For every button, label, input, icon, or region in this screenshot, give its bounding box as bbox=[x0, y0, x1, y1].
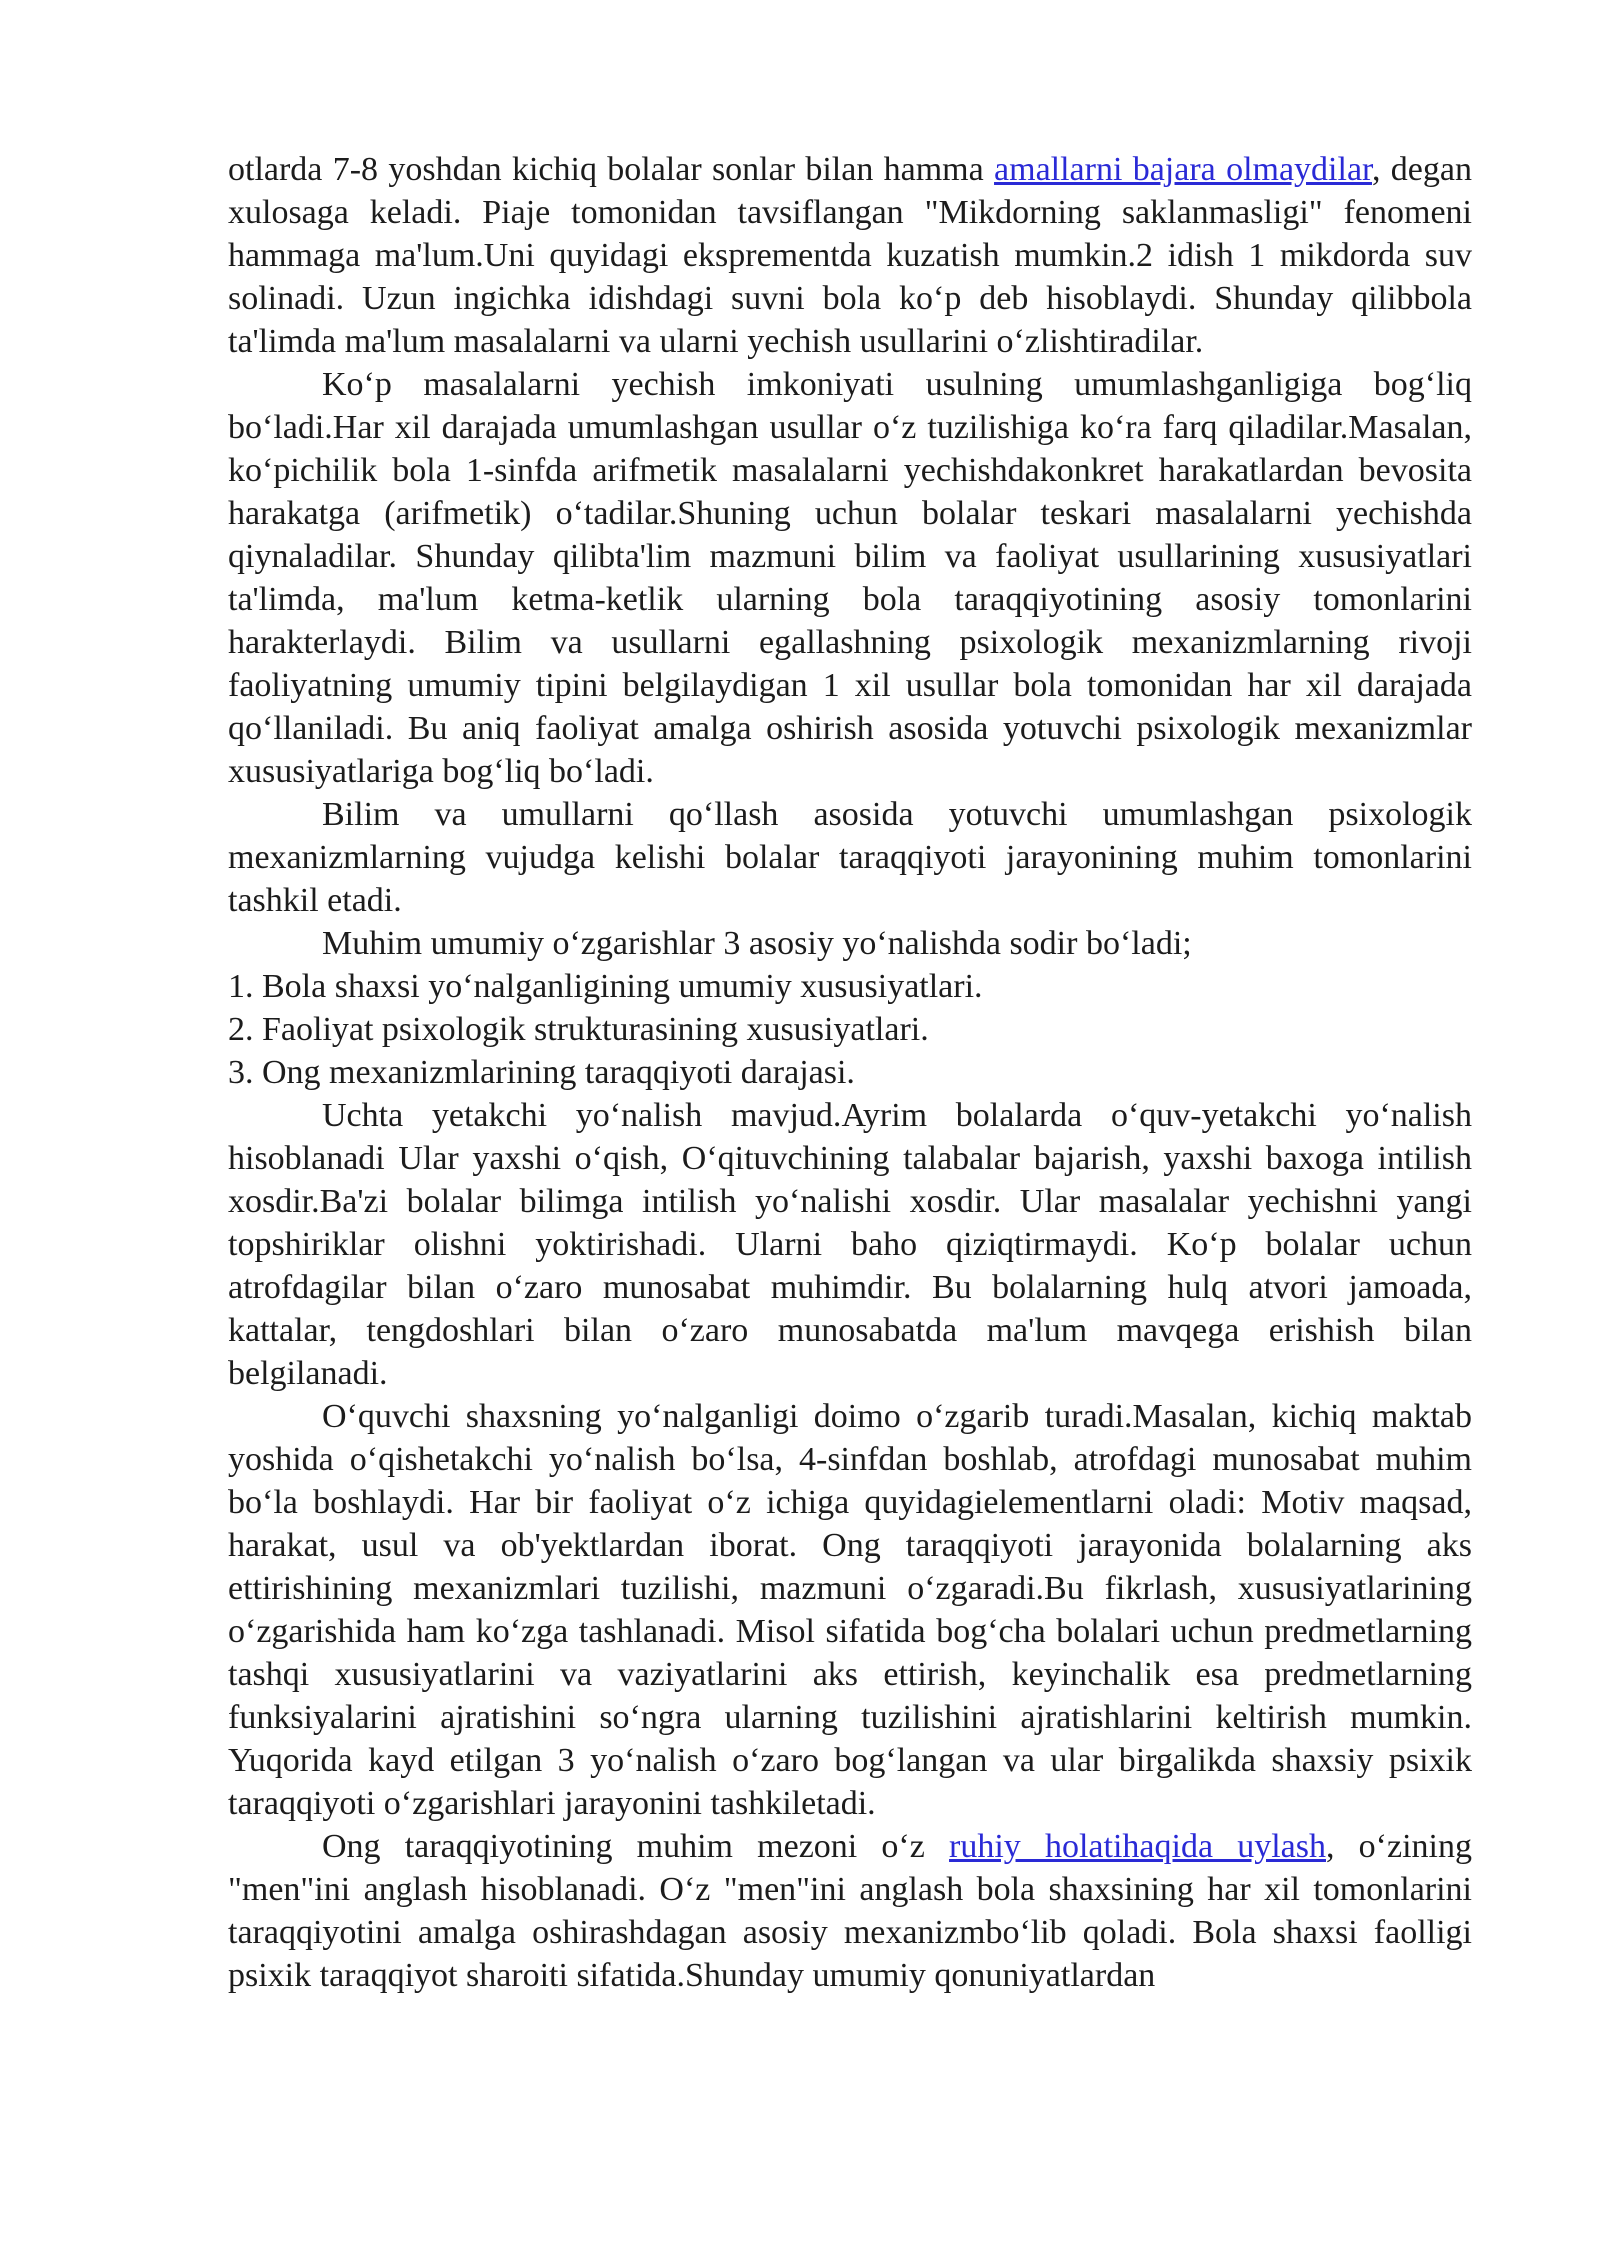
list-item-2: 2. Faoliyat psixologik strukturasining xususiyatlari. bbox=[228, 1011, 929, 1048]
paragraph-4: Muhim umumiy o‘zgarishlar 3 asosiy yo‘nalishda sodir bo‘ladi; bbox=[322, 925, 1192, 962]
paragraph-5: Uchta yetakchi yo‘nalish mavjud.Ayrim bolalarda o‘quv-yetakchi yo‘nalish hisoblanadi Ular yaxshi o‘qish, O‘qituvchining talabalar bajarish, yaxshi baxoga intilish xosdir.Ba'zi bolalar bilimga intilish yo‘nalishi xosdir. Ular masalalar yechishni yangi topshiriklar olishni yoktirishadi. Ularni baho qiziqtirmaydi. Ko‘p bolalar uchun atrofdagilar bilan o‘zaro munosabat muhimdir. Bu bolalarning hulq atvori jamoada, kattalar, tengdoshlari bilan o‘zaro munosabatda ma'lum mavqega erishish bilan belgilanadi. bbox=[228, 1097, 1472, 1392]
link-ruhiy-holatihaqida-uylash[interactable]: ruhiy holatihaqida uylash bbox=[949, 1828, 1326, 1865]
paragraph-7-text-end: , o‘zining "men"ini anglash hisoblanadi. O‘z "men"ini anglash bola shaxsining har xil tomonlarini taraqqiyotini amalga oshirashdagan asosiy mexanizmbo‘lib qoladi. Bola shaxsi faolligi psixik taraqqiyot sharoiti sifatida.Shunday umumiy qonuniyatlardan bbox=[228, 1828, 1472, 1994]
paragraph-1 bbox=[228, 148, 1472, 363]
paragraph-3: Bilim va umullarni qo‘llash asosida yotuvchi umumlashgan psixologik mexanizmlarning vujudga kelishi bolalar taraqqiyoti jarayonining muhim tomonlarini tashkil etadi. bbox=[228, 796, 1472, 919]
list-item-1: 1. Bola shaxsi yo‘nalganligining umumiy xususiyatlari. bbox=[228, 968, 983, 1005]
paragraph-6: O‘quvchi shaxsning yo‘nalganligi doimo o‘zgarib turadi.Masalan, kichiq maktab yoshida o‘qishetakchi yo‘nalish bo‘lsa, 4-sinfdan boshlab, atrofdagi munosabat muhim bo‘la boshlaydi. Har bir faoliyat o‘z ichiga quyidagielementlarni oladi: Motiv maqsad, harakat, usul va ob'yektlardan iborat. Ong taraqqiyoti jarayonida bolalarning aks ettirishining mexanizmlari tuzilishi, mazmuni o‘zgaradi.Bu fikrlash, xususiyatlarining o‘zgarishida ham ko‘zga tashlanadi. Misol sifatida bog‘cha bolalari uchun predmetlarning tashqi xususiyatlarini va vaziyatlarini aks ettirish, keyinchalik esa predmetlarning funksiyalarini ajratishini so‘ngra ularning tuzilishini ajratishlarini keltirish mumkin. Yuqorida kayd etilgan 3 yo‘nalish o‘zaro bog‘langan va ular birgalikda shaxsiy psixik taraqqiyoti o‘zgarishlari jarayonini tashkiletadi. bbox=[228, 1398, 1472, 1822]
paragraph-2: Ko‘p masalalarni yechish imkoniyati usulning umumlashganligiga bog‘liq bo‘ladi.Har xil darajada umumlashgan usullar o‘z tuzilishiga ko‘ra farq qiladilar.Masalan, ko‘pichilik bola 1-sinfda arifmetik masalalarni yechishdakonkret harakatlardan bevosita harakatga (arifmetik) o‘tadilar.Shuning uchun bolalar teskari masalalarni yechishda qiynaladilar. Shunday qilibta'lim mazmuni bilim va faoliyat usullarining xususiyatlari ta'limda, ma'lum ketma-ketlik ularning bola taraqqiyotining asosiy tomonlarini harakterlaydi. Bilim va usullarni egallashning psixologik mexanizmlarning rivoji faoliyatning umumiy tipini belgilaydigan 1 xil usullar bola tomonidan har xil darajada qo‘llaniladi. Bu aniq faoliyat amalga oshirish asosida yotuvchi psixologik mexanizmlar xususiyatlariga bog‘liq bo‘ladi. bbox=[228, 366, 1472, 790]
paragraph-1-text-end: , degan xulosaga keladi. Piaje tomonidan tavsiflangan "Mikdorning saklanmasligi" fenomeni hammaga ma'lum.Uni quyidagi ekspremеntda kuzatish mumkin.2 idish 1 mikdorda suv solinadi. Uzun ingichka idishdagi suvni bola ko‘p deb hisoblaydi. Shunday qilibbola ta'limda ma'lum masalalarni va ularni yechish usullarini o‘zlishtiradilar. bbox=[228, 151, 1472, 360]
paragraph-1-text-start: otlarda 7-8 yoshdan kichiq bolalar sonlar bilan hamma bbox=[228, 151, 995, 188]
list-item-3: 3. Ong mexanizmlarining taraqqiyoti darajasi. bbox=[228, 1054, 855, 1091]
document-page bbox=[228, 148, 1472, 1997]
link-amallarni-bajara-olmaydilar[interactable]: amallarni bajara olmaydilar bbox=[994, 151, 1372, 188]
paragraph-7-text-start: Ong taraqqiyotining muhim mezoni o‘z bbox=[322, 1828, 950, 1865]
paragraph-7 bbox=[228, 1825, 1472, 1997]
